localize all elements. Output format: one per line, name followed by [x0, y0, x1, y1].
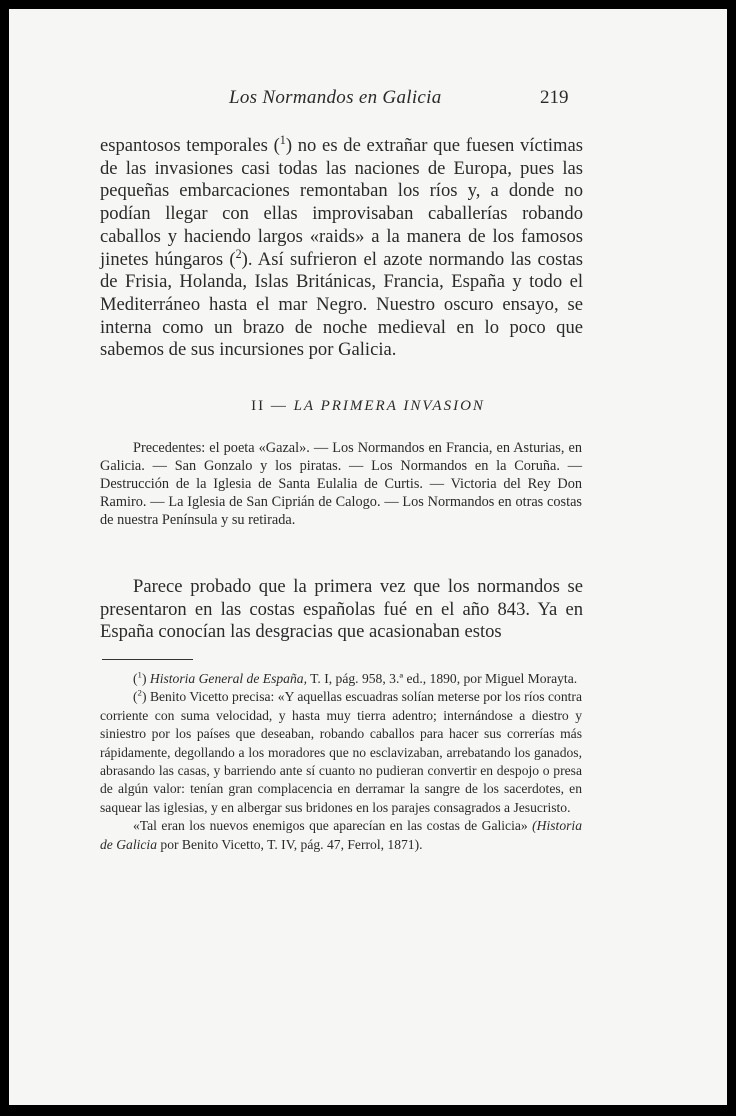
page-sheet: [9, 9, 727, 1105]
footnote-ref-2: 2: [235, 246, 242, 261]
section-summary: Precedentes: el poeta «Gazal». — Los Normandos en Francia, en Asturias, en Galicia. — San Gonzalo y los piratas. — Los Normandos en la Coruña. — Destrucción de la Iglesia de Santa Eulalia de Curtis. — Victoria del Rey Don Ramiro. — La Iglesia de San Ciprián de Calogo. — Los Normandos en otras costas de nuestra Península y su retirada.: [100, 440, 582, 528]
footnotes: [100, 670, 582, 854]
paragraph-text: espantosos temporales (: [100, 135, 280, 156]
footnote-title: Historia General de España,: [149, 671, 307, 686]
footnote-text: «Tal eran los nuevos enemigos que aparecían en las costas de Galicia»: [133, 818, 533, 834]
footnote-paren: (: [133, 671, 138, 686]
section-title: LA PRIMERA INVASION: [293, 398, 485, 414]
footnote-mark: 1: [137, 669, 142, 680]
body-paragraph-1: [100, 132, 583, 362]
body-paragraph-2: Parece probado que la primera vez que los normandos se presentaron en las costas españolas fué en el año 843. Ya en España conocían las desgracias que acasionaban estos: [100, 576, 583, 643]
footnote-2-continued: [100, 817, 582, 854]
running-title: Los Normandos en Galicia: [229, 87, 442, 108]
paragraph-text: ) no es de extrañar que fuesen víctimas de las invasiones casi todas las naciones de Europa, pues las pequeñas embarcaciones remontaban los ríos y, a donde no podían llegar con ellas improvisaban caballerías robando caballos y haciendo largos «raids» a la manera de los famosos jinetes húngaros (: [100, 135, 583, 270]
footnote-ref-1: 1: [279, 132, 286, 147]
footnote-title: (Historia de Galicia: [100, 818, 582, 852]
section-heading: [9, 398, 727, 415]
section-number: II —: [251, 398, 294, 414]
footnote-paren: (: [133, 689, 138, 705]
footnote-text: T. I, pág. 958, 3.ª ed., 1890, por Miguel Morayta.: [306, 671, 578, 686]
footnote-mark: 2: [137, 687, 142, 698]
paragraph-text: ). Así sufrieron el azote normando las costas de Frisia, Holanda, Islas Británicas, Francia, España y todo el Mediterráneo hasta el mar Negro. Nuestro oscuro ensayo, se interna como un brazo de noche medieval en lo poco que sabemos de sus incursiones por Galicia.: [100, 248, 583, 361]
footnote-text: por Benito Vicetto, T. IV, pág. 47, Ferrol, 1871).: [157, 836, 423, 852]
page-header: [9, 87, 727, 113]
footnote-text: Benito Vicetto precisa: «Y aquellas escuadras solían meterse por los ríos contra corriente con suma velocidad, y hasta muy tierra adentro; internándose a diestro y siniestro por los países que deseaban, robando caballos para hacer sus correrías más rápidamente, degollando a los moradores que no esclavizaban, arrebatando los ganados, abrasando las casas, y barriendo ante sí cuanto no pudieran convertir en despojo o presa de algún valor: tenían gran complacencia en derramar la sangre de los sacerdotes, en saquear las iglesias, y en albergar sus bridones en los parajes consagrados a Jesucristo.: [100, 689, 582, 815]
footnote-paren: ): [141, 671, 150, 686]
footnote-2: [100, 688, 582, 817]
footnote-divider: [102, 659, 193, 660]
footnote-paren: ): [141, 689, 150, 705]
footnote-1: [100, 670, 582, 688]
page-number: 219: [540, 87, 569, 108]
